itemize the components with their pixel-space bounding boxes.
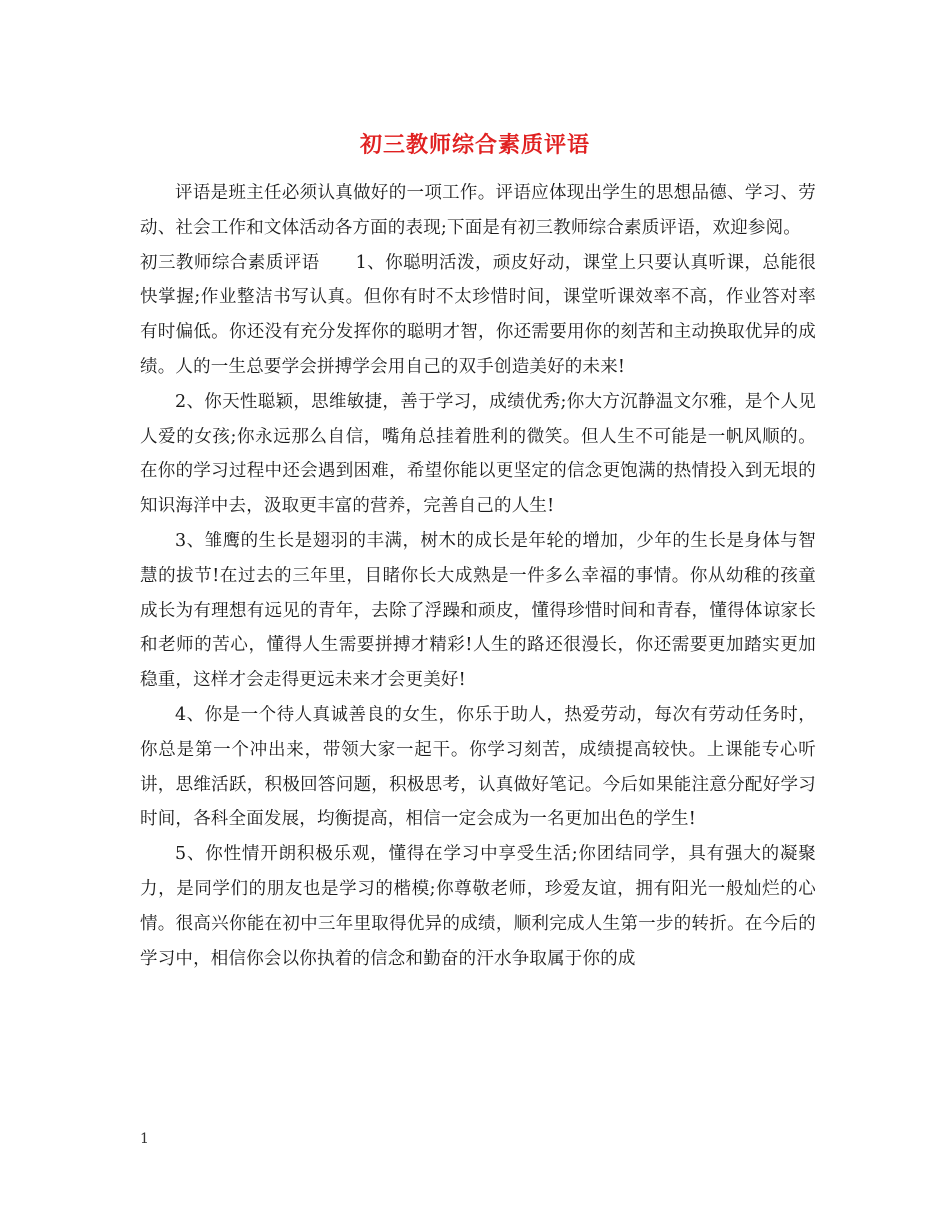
page-number: 1 [140, 1131, 149, 1147]
document-body [140, 176, 816, 976]
paragraph-intro: 评语是班主任必须认真做好的一项工作。评语应体现出学生的思想品德、学习、劳动、社会工作和文体活动各方面的表现;下面是有初三教师综合素质评语，欢迎参阅。 [140, 183, 816, 238]
document-title: 初三教师综合素质评语 [359, 132, 590, 158]
paragraph-comment-1: 初三教师综合素质评语 1、你聪明活泼，顽皮好动，课堂上只要认真听课，总能很快掌握;作业整洁书写认真。但你有时不太珍惜时间，课堂听课效率不高，作业答对率有时偏低。你还没有充分发挥你的聪明才智，你还需要用你的刻苦和主动换取优异的成绩。人的一生总要学会拼搏学会用自己的双手创造美好的未来! [140, 252, 816, 377]
paragraph-comment-5: 5、你性情开朗积极乐观，懂得在学习中享受生活;你团结同学，具有强大的凝聚力，是同学们的朋友也是学习的楷模;你尊敬老师，珍爱友谊，拥有阳光一般灿烂的心情。很高兴你能在初中三年里取得优异的成绩，顺利完成人生第一步的转折。在今后的学习中，相信你会以你执着的信念和勤奋的汗水争取属于你的成 [140, 844, 816, 969]
paragraph-comment-4: 4、你是一个待人真诚善良的女生，你乐于助人，热爱劳动，每次有劳动任务时，你总是第一个冲出来，带领大家一起干。你学习刻苦，成绩提高较快。上课能专心听讲，思维活跃，积极回答问题，积极思考，认真做好笔记。今后如果能注意分配好学习时间，各科全面发展，均衡提高，相信一定会成为一名更加出色的学生! [140, 704, 816, 830]
paragraph-comment-2: 2、你天性聪颖，思维敏捷，善于学习，成绩优秀;你大方沉静温文尔雅，是个人见人爱的女孩;你永远那么自信，嘴角总挂着胜利的微笑。但人生不可能是一帆风顺的。在你的学习过程中还会遇到困难，希望你能以更坚定的信念更饱满的热情投入到无垠的知识海洋中去，汲取更丰富的营养，完善自己的人生! [140, 391, 816, 517]
paragraph-comment-3: 3、雏鹰的生长是翅羽的丰满，树木的成长是年轮的增加，少年的生长是身体与智慧的拔节!在过去的三年里，目睹你长大成熟是一件多么幸福的事情。你从幼稚的孩童成长为有理想有远见的青年，去除了浮躁和顽皮，懂得珍惜时间和青春，懂得体谅家长和老师的苦心，懂得人生需要拼搏才精彩!人生的路还很漫长，你还需要更加踏实更加稳重，这样才会走得更远未来才会更美好! [140, 530, 816, 691]
